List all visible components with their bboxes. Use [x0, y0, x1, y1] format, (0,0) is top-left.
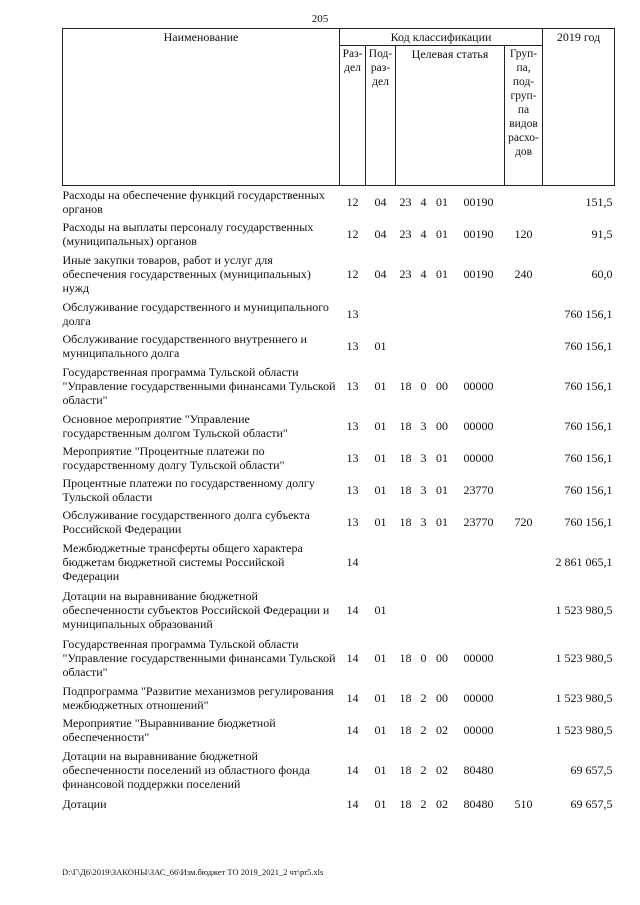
row-subsection: 01	[374, 722, 387, 737]
header-name: Наименование	[63, 29, 340, 186]
row-expense-group	[505, 442, 543, 474]
row-target-subprogram	[416, 330, 432, 362]
table-row	[63, 682, 615, 714]
row-section: 14	[346, 650, 359, 665]
row-name: Государственная программа Тульской области "Управление государственными финансами Тульской области"	[62, 364, 336, 407]
header-row-1	[63, 29, 615, 46]
row-target-subprogram: 3	[420, 514, 427, 529]
table-row	[63, 362, 615, 410]
row-amount: 760 156,1	[564, 418, 613, 433]
row-target-event	[432, 538, 453, 586]
header-expense-group: Груп- па, под- груп- па видов расхо- дов	[505, 46, 543, 186]
row-target-direction: 00000	[463, 690, 494, 705]
row-target-direction: 23770	[463, 514, 494, 529]
table-row	[63, 474, 615, 506]
row-name: Мероприятие "Выравнивание бюджетной обеспеченности"	[62, 715, 276, 744]
row-target-event: 01	[436, 514, 448, 529]
row-section: 13	[346, 450, 359, 465]
row-target-subprogram	[416, 538, 432, 586]
row-name: Обслуживание государственного внутреннего и муниципального долга	[62, 331, 307, 360]
table-row	[63, 330, 615, 362]
table-row	[63, 538, 615, 586]
row-subsection: 04	[374, 266, 387, 281]
table-row	[63, 634, 615, 682]
row-target-direction: 00000	[463, 722, 494, 737]
row-section: 14	[346, 554, 359, 569]
row-target-subprogram: 3	[420, 450, 427, 465]
table-row	[63, 250, 615, 298]
row-subsection: 01	[374, 450, 387, 465]
row-target-program: 18	[399, 378, 412, 393]
header-subsection: Под- раз- дел	[366, 46, 396, 186]
row-target-program: 18	[399, 450, 412, 465]
row-subsection: 01	[374, 338, 387, 353]
row-name: Расходы на обеспечение функций государственных органов	[62, 187, 325, 216]
row-amount: 151,5	[585, 194, 613, 209]
header-section: Раз- дел	[340, 46, 366, 186]
row-target-direction: 00000	[463, 650, 494, 665]
row-target-program: 18	[399, 514, 412, 529]
row-target-event: 01	[436, 194, 448, 209]
table-row	[63, 586, 615, 634]
header-target: Целевая статья	[396, 46, 505, 186]
row-target-subprogram: 3	[420, 418, 427, 433]
row-expense-group: 720	[514, 514, 533, 529]
table-row	[63, 714, 615, 746]
row-subsection: 01	[374, 650, 387, 665]
row-expense-group	[505, 410, 543, 442]
row-target-direction: 00190	[463, 266, 494, 281]
row-name: Дотации	[62, 796, 107, 811]
row-section: 13	[346, 418, 359, 433]
row-target-event: 00	[436, 650, 448, 665]
row-name: Обслуживание государственного долга субъекта Российской Федерации	[62, 507, 310, 536]
row-target-subprogram: 2	[420, 722, 427, 737]
row-target-direction	[453, 298, 505, 330]
header-year: 2019 год	[543, 29, 615, 186]
row-target-program: 18	[399, 796, 412, 811]
row-expense-group	[505, 538, 543, 586]
row-target-direction	[453, 586, 505, 634]
row-expense-group	[505, 362, 543, 410]
header-code-group: Код классификации	[340, 29, 543, 46]
row-section: 13	[346, 482, 359, 497]
row-name: Процентные платежи по государственному долгу Тульской области	[62, 475, 315, 504]
row-target-direction: 00000	[463, 450, 494, 465]
row-target-subprogram: 0	[420, 650, 427, 665]
row-target-subprogram: 2	[420, 796, 427, 811]
row-name: Дотации на выравнивание бюджетной обеспеченности субъектов Российской Федерации и муниципальных образований	[62, 588, 330, 631]
row-target-event	[432, 586, 453, 634]
row-target-direction: 00000	[463, 378, 494, 393]
row-section: 12	[346, 226, 359, 241]
row-amount: 760 156,1	[564, 338, 613, 353]
row-amount: 69 657,5	[570, 762, 613, 777]
row-name: Мероприятие "Процентные платежи по государственному долгу Тульской области"	[62, 443, 285, 472]
row-target-subprogram: 2	[420, 690, 427, 705]
row-target-program	[396, 298, 416, 330]
row-amount: 1 523 980,5	[555, 650, 613, 665]
row-section: 13	[346, 338, 359, 353]
row-target-direction: 23770	[463, 482, 494, 497]
row-target-event: 01	[436, 226, 448, 241]
row-section: 14	[346, 722, 359, 737]
row-section: 12	[346, 266, 359, 281]
row-subsection: 01	[374, 378, 387, 393]
table-row	[63, 506, 615, 538]
row-amount: 1 523 980,5	[555, 722, 613, 737]
row-expense-group	[505, 682, 543, 714]
row-expense-group	[505, 714, 543, 746]
row-target-event: 02	[436, 722, 448, 737]
row-target-event: 00	[436, 378, 448, 393]
row-section: 14	[346, 762, 359, 777]
row-section: 14	[346, 690, 359, 705]
row-target-subprogram: 4	[420, 226, 427, 241]
row-target-program: 18	[399, 690, 412, 705]
row-name: Подпрограмма "Развитие механизмов регулирования межбюджетных отношений"	[62, 683, 334, 712]
row-expense-group	[505, 586, 543, 634]
row-section: 13	[346, 306, 359, 321]
row-target-direction: 80480	[463, 762, 494, 777]
row-expense-group	[505, 330, 543, 362]
row-target-program: 18	[399, 482, 412, 497]
row-target-direction: 00190	[463, 194, 494, 209]
row-target-event	[432, 298, 453, 330]
row-name: Межбюджетные трансферты общего характера бюджетам бюджетной системы Российской Федерации	[62, 540, 303, 583]
row-target-subprogram: 4	[420, 266, 427, 281]
row-subsection: 01	[374, 418, 387, 433]
row-target-subprogram	[416, 298, 432, 330]
row-target-subprogram	[416, 586, 432, 634]
row-subsection: 01	[374, 690, 387, 705]
row-target-program: 18	[399, 722, 412, 737]
row-target-event: 01	[436, 482, 448, 497]
row-name: Расходы на выплаты персоналу государственных (муниципальных) органов	[62, 219, 314, 248]
row-target-direction	[453, 538, 505, 586]
row-amount: 760 156,1	[564, 450, 613, 465]
row-target-subprogram: 2	[420, 762, 427, 777]
row-target-event: 02	[436, 796, 448, 811]
row-name: Иные закупки товаров, работ и услуг для обеспечения государственных (муниципальных) нужд	[62, 252, 311, 295]
row-amount: 91,5	[591, 226, 613, 241]
row-subsection: 01	[374, 796, 387, 811]
table-row	[63, 746, 615, 794]
row-subsection: 04	[374, 226, 387, 241]
table-row	[63, 298, 615, 330]
row-amount: 60,0	[591, 266, 613, 281]
row-target-direction: 00000	[463, 418, 494, 433]
row-section: 14	[346, 796, 359, 811]
row-subsection: 01	[374, 482, 387, 497]
row-name: Дотации на выравнивание бюджетной обеспеченности поселений из областного фонда финансовой поддержки поселений	[62, 748, 310, 791]
row-subsection: 01	[374, 514, 387, 529]
row-expense-group: 240	[514, 266, 533, 281]
row-target-program: 23	[399, 226, 412, 241]
row-target-subprogram: 0	[420, 378, 427, 393]
row-target-program: 18	[399, 762, 412, 777]
row-target-subprogram: 4	[420, 194, 427, 209]
footer-file-path: D:\Г\Д6\2019\ЗАКОНЫ\ЗАС_66\Изм.бюджет ТО 2019_2021_2 чт\pr5.xls	[62, 867, 324, 877]
row-target-program	[396, 586, 416, 634]
row-target-direction: 80480	[463, 796, 494, 811]
row-target-program: 23	[399, 194, 412, 209]
row-expense-group	[505, 186, 543, 218]
row-expense-group	[505, 298, 543, 330]
row-amount: 1 523 980,5	[555, 690, 613, 705]
row-subsection: 04	[374, 194, 387, 209]
table-row	[63, 794, 615, 814]
row-subsection	[366, 538, 396, 586]
row-subsection	[366, 298, 396, 330]
row-name: Обслуживание государственного и муниципального долга	[62, 299, 329, 328]
row-target-event: 00	[436, 690, 448, 705]
table-row	[63, 186, 615, 218]
row-amount: 1 523 980,5	[555, 602, 613, 617]
row-amount: 760 156,1	[564, 514, 613, 529]
row-target-event: 01	[436, 266, 448, 281]
budget-table	[62, 28, 615, 814]
row-target-program: 23	[399, 266, 412, 281]
row-section: 14	[346, 602, 359, 617]
row-section: 12	[346, 194, 359, 209]
row-target-program	[396, 538, 416, 586]
row-amount: 2 861 065,1	[555, 554, 613, 569]
row-subsection: 01	[374, 762, 387, 777]
row-amount: 69 657,5	[570, 796, 613, 811]
row-target-event	[432, 330, 453, 362]
row-target-event: 01	[436, 450, 448, 465]
row-amount: 760 156,1	[564, 306, 613, 321]
row-name: Основное мероприятие "Управление государственным долгом Тульской области"	[62, 411, 288, 440]
row-target-direction	[453, 330, 505, 362]
table-row	[63, 410, 615, 442]
row-section: 13	[346, 378, 359, 393]
row-expense-group	[505, 746, 543, 794]
row-subsection: 01	[374, 602, 387, 617]
row-target-program	[396, 330, 416, 362]
row-target-event: 00	[436, 418, 448, 433]
row-section: 13	[346, 514, 359, 529]
row-target-program: 18	[399, 650, 412, 665]
row-target-direction: 00190	[463, 226, 494, 241]
row-name: Государственная программа Тульской области "Управление государственными финансами Тульской области"	[62, 636, 336, 679]
table-body	[63, 186, 615, 814]
row-target-subprogram: 3	[420, 482, 427, 497]
table-row	[63, 442, 615, 474]
row-target-program: 18	[399, 418, 412, 433]
row-expense-group: 510	[514, 796, 533, 811]
row-expense-group: 120	[514, 226, 533, 241]
row-amount: 760 156,1	[564, 378, 613, 393]
row-amount: 760 156,1	[564, 482, 613, 497]
row-expense-group	[505, 634, 543, 682]
page-number: 205	[311, 13, 329, 25]
row-target-event: 02	[436, 762, 448, 777]
table-row	[63, 218, 615, 250]
row-expense-group	[505, 474, 543, 506]
